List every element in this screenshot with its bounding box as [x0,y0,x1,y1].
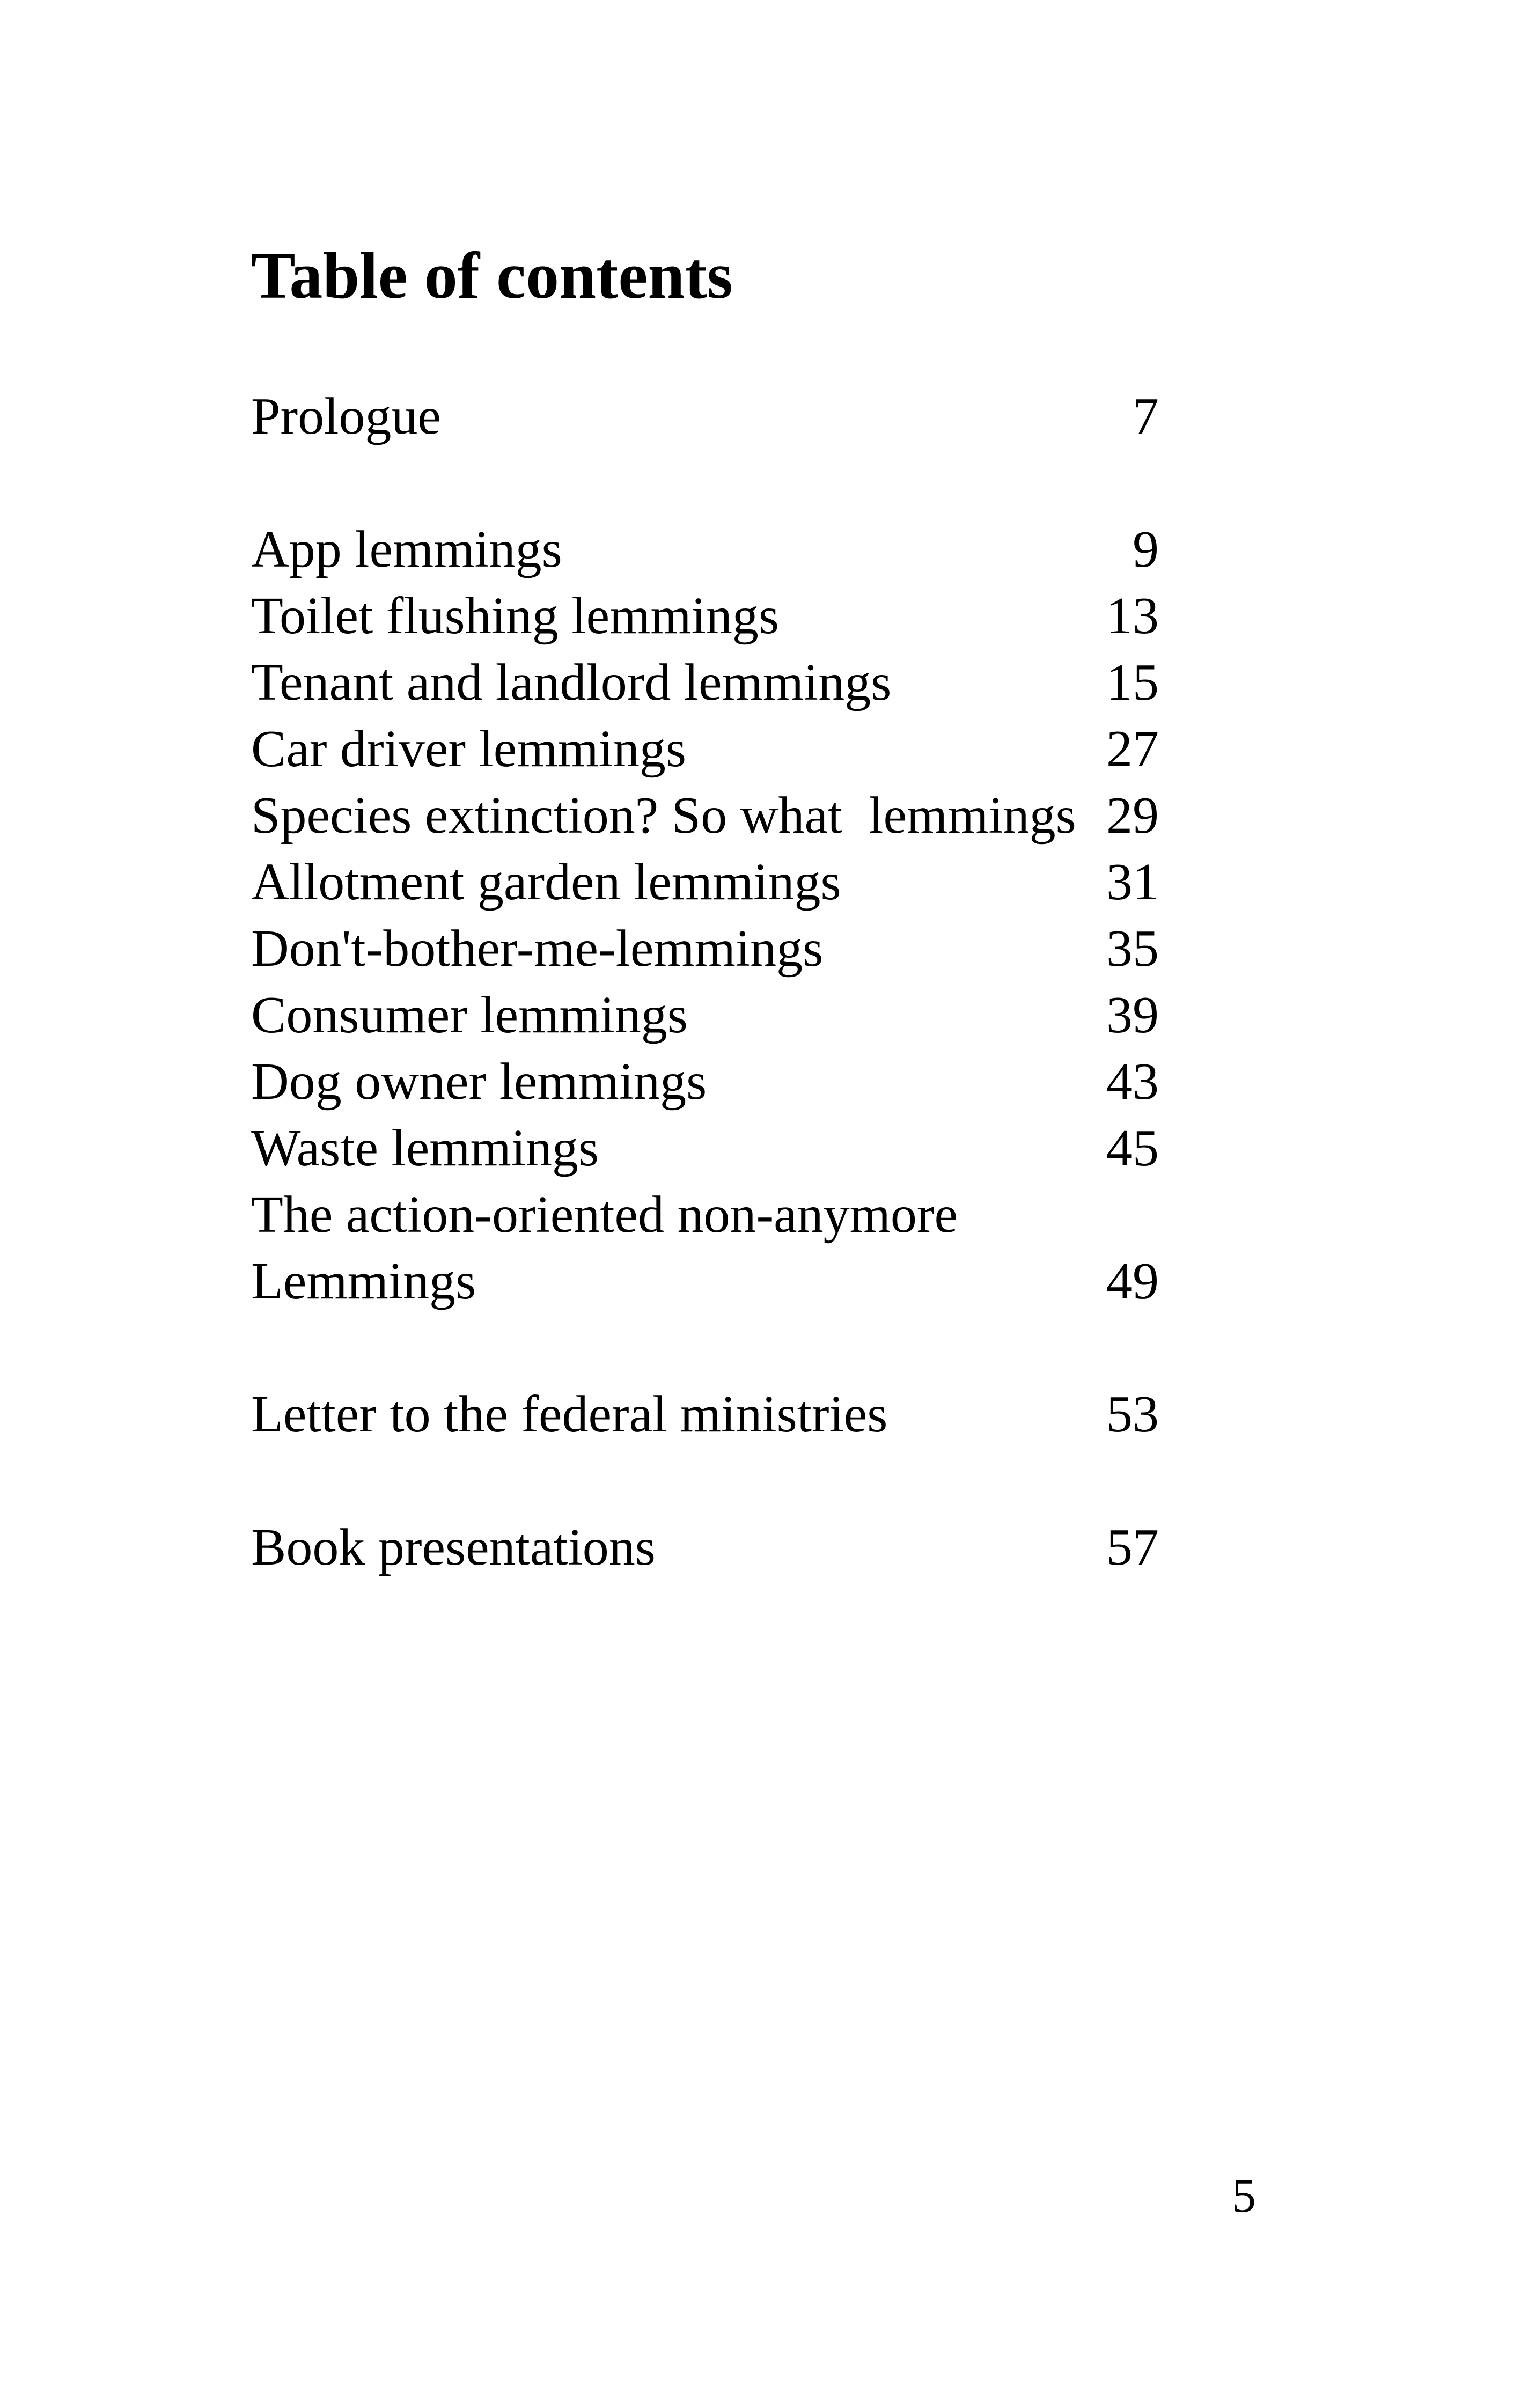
toc-entry-title: Allotment garden lemmings [251,853,841,911]
toc-entry-toilet-flushing-lemmings [251,583,1159,649]
toc-entry-car-driver-lemmings [251,716,1159,782]
toc-entry-page: 27 [1106,720,1159,778]
toc-entry-title: The action-oriented non-anymore [251,1186,958,1244]
toc-entry-letter-federal-ministries [251,1381,1159,1448]
toc-entry-title: Dog owner lemmings [251,1053,707,1111]
toc-entry-app-lemmings [251,516,1159,583]
toc-entry-tenant-landlord-lemmings [251,649,1159,716]
toc-entry-waste-lemmings [251,1115,1159,1181]
toc-entry-species-extinction-lemmings [251,782,1159,849]
toc-entry-page: 49 [1106,1252,1159,1310]
toc-entry-page: 43 [1106,1053,1159,1111]
toc-entry-title: Letter to the federal ministries [251,1385,888,1443]
toc-entry-page: 7 [1133,387,1159,445]
toc-entry-consumer-lemmings [251,982,1159,1048]
toc-entry-title: App lemmings [251,520,562,578]
toc-list [251,383,1159,1581]
toc-entry-page: 9 [1133,520,1159,578]
toc-entry-title: Tenant and landlord lemmings [251,654,892,711]
toc-entry-book-presentations [251,1514,1159,1581]
toc-entry-title: Lemmings [251,1252,476,1310]
toc-entry-title: Species extinction? So what lemmings [251,787,1076,845]
toc-entry-title: Don't-bother-me-lemmings [251,920,824,978]
toc-entry-allotment-garden-lemmings [251,849,1159,915]
toc-heading: Table of contents [251,239,733,312]
toc-entry-action-oriented-line1 [251,1181,1159,1248]
page-number: 5 [1232,2169,1256,2222]
toc-entry-page: 53 [1106,1385,1159,1443]
toc-entry-page: 35 [1106,920,1159,978]
toc-entry-dont-bother-me-lemmings [251,915,1159,982]
toc-entry-title: Prologue [251,387,441,445]
toc-entry-page: 39 [1106,986,1159,1044]
toc-entry-title: Book presentations [251,1518,656,1576]
toc-entry-page: 31 [1106,853,1159,911]
toc-entry-page: 45 [1106,1119,1159,1177]
toc-entry-page: 15 [1106,654,1159,711]
toc-entry-dog-owner-lemmings [251,1048,1159,1115]
toc-entry-title: Consumer lemmings [251,986,688,1044]
toc-entry-page: 57 [1106,1518,1159,1576]
toc-entry-action-oriented-line2 [251,1248,1159,1315]
toc-entry-title: Car driver lemmings [251,720,687,778]
toc-entry-title: Waste lemmings [251,1119,599,1177]
toc-entry-title: Toilet flushing lemmings [251,587,779,645]
toc-entry-page: 29 [1106,787,1159,845]
toc-entry-page: 13 [1106,587,1159,645]
toc-entry-prologue [251,383,1159,450]
